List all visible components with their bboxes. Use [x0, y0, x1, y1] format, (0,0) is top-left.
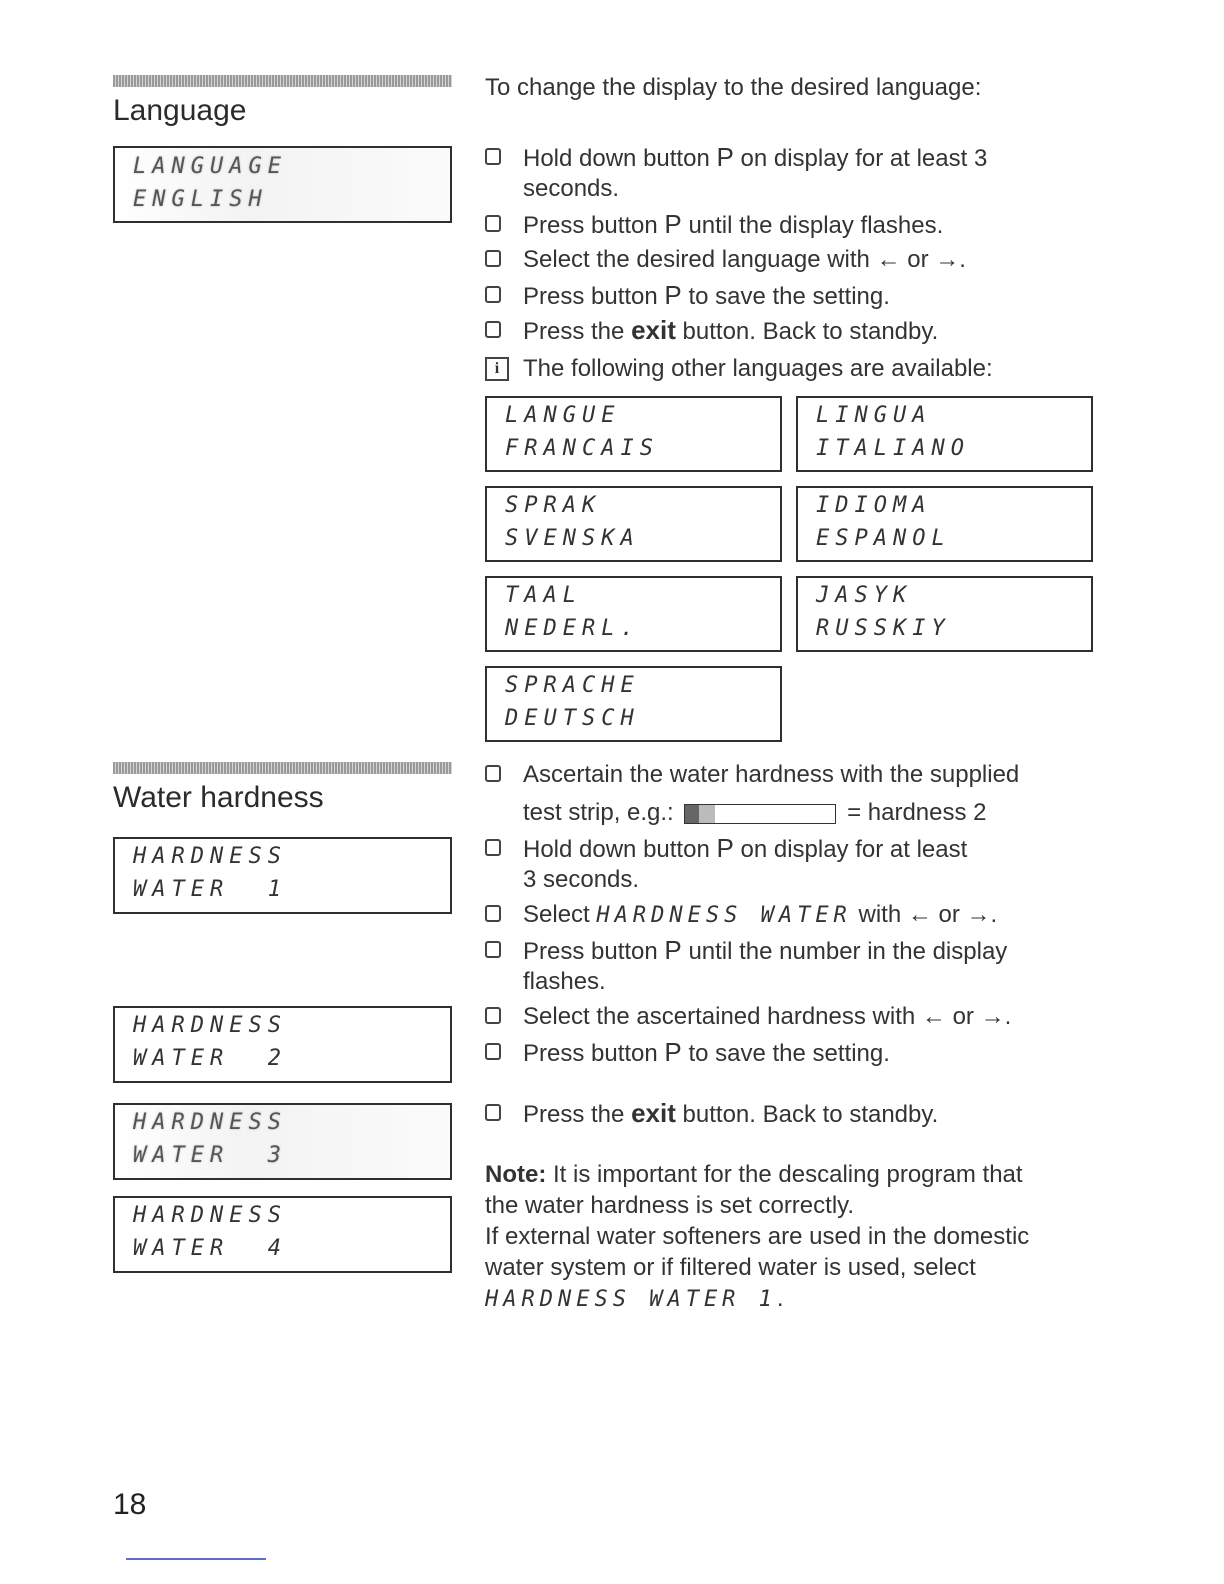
- intro-text: To change the display to the desired language:: [485, 74, 982, 101]
- info-icon: i: [485, 357, 509, 381]
- info-item: i The following other languages are available:: [485, 353, 1085, 384]
- checkbox-bullet-icon: [485, 321, 501, 338]
- checkbox-bullet-icon: [485, 148, 501, 165]
- checkbox-bullet-icon: [485, 1104, 501, 1121]
- list-item: Hold down button P on display for at least 3 seconds.: [485, 833, 1105, 895]
- arrow-left-icon: ←: [921, 1003, 946, 1030]
- checkbox-bullet-icon: [485, 765, 501, 782]
- hardness-display: HARDNESS WATER 1: [113, 837, 452, 914]
- section-divider: [113, 762, 452, 774]
- list-item: Press button P until the display flashes.: [485, 209, 1085, 240]
- note-block: Note: It is important for the descaling program that the water hardness is set correctly. If external water softeners are used in the domestic water system or if filtered water is used, select HARDNESS WATER 1.: [485, 1161, 1030, 1312]
- page-number: 18: [113, 1488, 147, 1521]
- list-item: Hold down button P on display for at least 3 seconds.: [485, 142, 1085, 204]
- display-line: ENGLISH: [133, 187, 268, 212]
- section-divider: [113, 75, 452, 87]
- list-item: Press the exit button. Back to standby.: [485, 315, 1085, 346]
- list-item: Press the exit button. Back to standby.: [485, 1098, 1105, 1129]
- language-display: IDIOMA ESPANOL: [796, 486, 1093, 562]
- checkbox-bullet-icon: [485, 1043, 501, 1060]
- language-display: SPRACHE DEUTSCH: [485, 666, 782, 742]
- list-item: Select HARDNESS WATER with ← or →.: [485, 899, 1105, 930]
- checkbox-bullet-icon: [485, 941, 501, 958]
- list-item: Press button P to save the setting.: [485, 280, 1085, 311]
- checkbox-bullet-icon: [485, 905, 501, 922]
- language-display: [113, 146, 452, 223]
- language-display: LANGUE FRANCAIS: [485, 396, 782, 472]
- list-item: Press button P until the number in the display flashes.: [485, 935, 1105, 997]
- language-display: SPRAK SVENSKA: [485, 486, 782, 562]
- checkbox-bullet-icon: [485, 839, 501, 856]
- arrow-right-icon: →: [966, 901, 991, 928]
- arrow-left-icon: ←: [907, 901, 932, 928]
- language-display: JASYK RUSSKIY: [796, 576, 1093, 652]
- hardness-display: HARDNESS WATER 2: [113, 1006, 452, 1083]
- list-item: Press button P to save the setting.: [485, 1037, 1105, 1068]
- language-heading: Language: [113, 94, 247, 127]
- arrow-right-icon: →: [935, 246, 960, 273]
- language-display: TAAL NEDERL.: [485, 576, 782, 652]
- hardness-display: HARDNESS WATER 3: [113, 1103, 452, 1180]
- list-item: Ascertain the water hardness with the supplied test strip, e.g.: = hardness 2: [485, 759, 1105, 829]
- note-label: Note:: [485, 1161, 547, 1188]
- display-line: LANGUAGE: [133, 154, 287, 179]
- hardness-display: HARDNESS WATER 4: [113, 1196, 452, 1273]
- checkbox-bullet-icon: [485, 1007, 501, 1024]
- checkbox-bullet-icon: [485, 286, 501, 303]
- list-item: Select the desired language with ← or →.: [485, 244, 1085, 275]
- checkbox-bullet-icon: [485, 250, 501, 267]
- test-strip-icon: [684, 804, 836, 824]
- water-hardness-heading: Water hardness: [113, 781, 324, 814]
- footer-rule: [126, 1558, 266, 1560]
- arrow-left-icon: ←: [876, 246, 901, 273]
- language-display: LINGUA ITALIANO: [796, 396, 1093, 472]
- arrow-right-icon: →: [980, 1003, 1005, 1030]
- checkbox-bullet-icon: [485, 215, 501, 232]
- list-item: Select the ascertained hardness with ← or →.: [485, 1001, 1105, 1032]
